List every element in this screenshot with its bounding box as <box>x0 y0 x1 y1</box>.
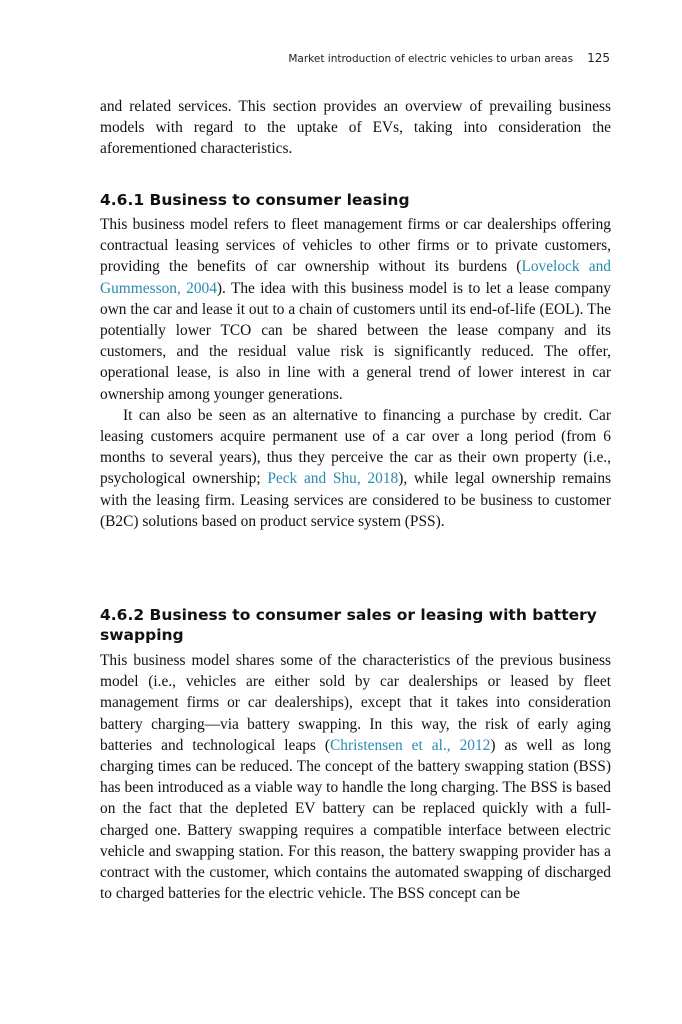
citation-link[interactable]: Peck and Shu, 2018 <box>267 470 399 488</box>
text-run: This business model shares some of the characteristics of the previous business model (i.e., vehicles are either sold by car dealerships or leased by fleet management firms or car dealerships), except that it takes into consideration battery charging—via battery swapping. In this way, the risk of early aging batteries and technological leaps ( <box>100 652 611 754</box>
section1-paragraph-2 <box>100 405 611 532</box>
text-run: It can also be seen as an alternative to financing a purchase by credit. Car leasing customers acquire permanent use of a car over a long period (from 6 months to several years), thus they perceive the car as their own property (i.e., psychological ownership; <box>100 406 611 488</box>
running-title: Market introduction of electric vehicles to urban areas <box>288 53 574 65</box>
section2-paragraph-1 <box>100 650 611 904</box>
text-run: ). The idea with this business model is to let a lease company own the car and lease it out to a chain of customers until its end-of-life (EOL). The potentially lower TCO can be shared between the lease company and its customers, and the residual value risk is significantly reduced. The offer, operational lease, is also in line with a general trend of lower interest in car ownership among younger generations. <box>100 279 611 403</box>
text-run: ), while legal ownership remains with the leasing firm. Leasing services are considered to be business to customer (B2C) solutions based on product service system (PSS). <box>100 470 612 530</box>
section-4-6-1-body <box>100 214 611 532</box>
citation-link[interactable]: Lovelock and Gummesson, 2004 <box>100 258 611 297</box>
section-heading-4-6-1: 4.6.1 Business to consumer leasing <box>100 191 410 209</box>
intro-paragraph-block <box>100 96 611 160</box>
section-4-6-2-body <box>100 650 611 904</box>
text-run: ) as well as long charging times can be reduced. The concept of the battery swapping station (BSS) has been introduced as a viable way to handle the long charging. The BSS is based on the fact that the depleted EV battery can be replaced quickly with a full-charged one. Battery swapping requires a compatible interface between electric vehicle and swapping station. For this reason, the battery swapping provider has a contract with the customer, which contains the automated swapping of discharged to charged batteries for the electric vehicle. The BSS concept can be <box>100 736 611 903</box>
section-heading-4-6-2: 4.6.2 Business to consumer sales or leasing with battery swapping <box>100 606 597 644</box>
text-run: This business model refers to fleet management firms or car dealerships offering contractual leasing services of vehicles to other firms or to private customers, providing the benefits of car ownership without its burdens ( <box>100 216 611 276</box>
running-header <box>100 51 610 65</box>
page-number: 125 <box>587 51 610 65</box>
section1-paragraph-1 <box>100 214 611 405</box>
intro-paragraph: and related services. This section provides an overview of prevailing business models with regard to the uptake of EVs, taking into consideration the aforementioned characteristics. <box>100 98 611 158</box>
citation-link[interactable]: Christensen et al., 2012 <box>330 736 491 754</box>
